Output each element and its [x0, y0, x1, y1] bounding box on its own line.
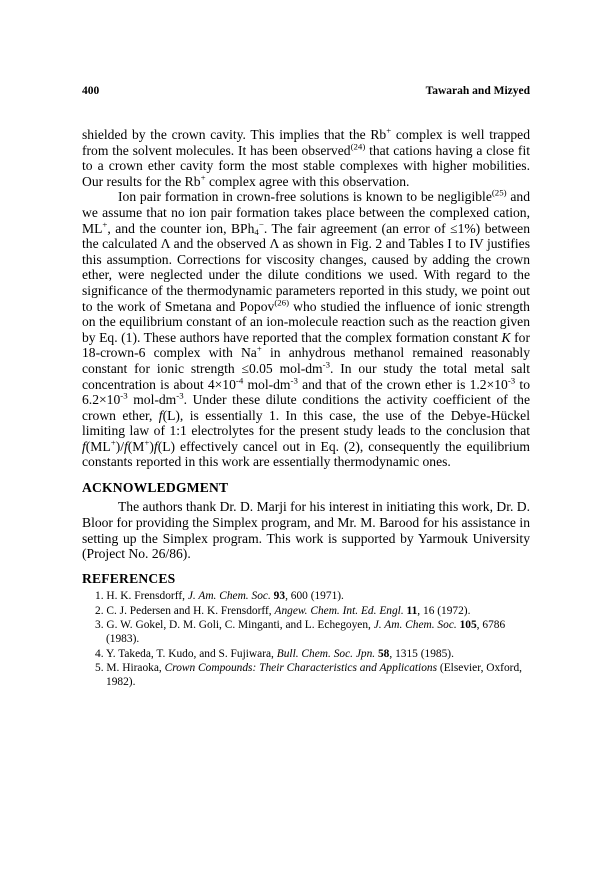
italic-symbol: f [153, 438, 158, 454]
text-run: complex is well trapped from the solvent molecules. It has been observed [82, 127, 531, 158]
text-run: . In our study the total metal salt concentration is about 4×10 [82, 360, 530, 392]
reference-number: 1. [95, 590, 107, 603]
text-run: mol-dm [127, 392, 177, 408]
acknowledgment-heading: ACKNOWLEDGMENT [82, 480, 229, 496]
reference-details: , 16 (1972). [417, 604, 471, 617]
superscript: + [144, 437, 150, 448]
text-run: who studied the influence of ionic strength on the equilibrium constant of an ion-molecule reaction such as the reaction given by Eq. (1). These authors have reported that the complex formation constant [82, 298, 530, 345]
superscript: + [102, 219, 108, 230]
text-run: and we assume that no ion pair formation takes place between the complexed cation, ML [82, 189, 530, 236]
reference-item [82, 662, 530, 689]
italic-symbol: f [124, 438, 128, 454]
text-run: Ion pair formation in crown-free solutions is known to be negligible [118, 189, 492, 205]
text-run: . Under these dilute conditions the activity coefficient of the crown ether, [82, 392, 530, 423]
italic-symbol: f [82, 438, 86, 454]
paragraph-1 [82, 127, 530, 189]
reference-item [82, 590, 530, 604]
text-run: (L) effectively cancel out in Eq. (2), consequently the equilibrium constants reported in this work are essentially thermodynamic ones. [82, 438, 530, 470]
italic-symbol: K [501, 329, 511, 345]
reference-number: 2. [95, 604, 107, 617]
subscript: 4 [254, 226, 259, 237]
reference-volume: 11 [403, 604, 418, 617]
reference-list [82, 590, 530, 689]
reference-item [82, 605, 530, 619]
page [82, 84, 530, 690]
superscript: -3 [176, 390, 184, 401]
reference-item [82, 619, 530, 646]
superscript: -3 [290, 375, 298, 386]
running-title: Tawarah and Mizyed [425, 85, 530, 97]
body-text [82, 127, 530, 470]
text-run: , and the counter ion, BPh [107, 220, 255, 236]
text-run: in anhydrous methanol remained reasonably constant for ionic strength ≤0.05 mol-dm [82, 345, 530, 376]
citation-ref: (24) [350, 141, 366, 152]
page-number: 400 [82, 85, 100, 97]
superscript: -3 [120, 390, 128, 401]
reference-journal: Crown Compounds: Their Characteristics and Applications [164, 662, 438, 675]
reference-journal: Angew. Chem. Int. Ed. Engl. [274, 604, 404, 617]
citation-ref: (26) [274, 297, 290, 308]
citation-ref: (25) [491, 188, 507, 199]
reference-number: 4. [95, 647, 106, 660]
superscript: + [256, 344, 262, 355]
reference-details: , 1315 (1985). [389, 647, 454, 660]
superscript: + [110, 437, 116, 448]
text-run: (L), is essentially 1. In this case, the use of the Debye-Hückel limiting law of 1:1 electrolytes for the present study leads to the conclusion that [82, 407, 530, 439]
reference-number: 3. [95, 619, 107, 632]
text-run: mol-dm [243, 376, 291, 392]
reference-authors: M. Hiraoka, [106, 662, 165, 675]
reference-volume: 93 [270, 590, 286, 603]
text-run: . The fair agreement (an error of ≤1%) between the calculated Λ and the observed Λ as shown in Fig. 2 and Tables I to IV justifies this assumption. Corrections for viscosity changes, caused by adding the crown ether, were neglected under the dilute conditions we used. With regard to the significance of the thermodynamic parameters reported in this study, we point out to the work of Smetana and Popov [82, 220, 530, 314]
text-run: to 6.2×10 [82, 376, 530, 408]
reference-details: , 6786 (1983). [106, 619, 506, 646]
text-run: for 18-crown-6 complex with Na [82, 329, 531, 361]
text-run: )/ [115, 438, 124, 454]
reference-volume: 58 [375, 647, 390, 660]
text-run: and that of the crown ether is 1.2×10 [297, 376, 508, 392]
superscript: + [386, 125, 392, 136]
reference-number: 5. [95, 662, 107, 675]
references-heading: REFERENCES [82, 571, 176, 587]
reference-journal: J. Am. Chem. Soc. [187, 590, 271, 603]
reference-authors: H. K. Frensdorff, [106, 590, 188, 603]
reference-item [82, 648, 530, 662]
reference-volume: 105 [456, 619, 477, 632]
reference-details: , 600 (1971). [285, 590, 344, 603]
superscript: -3 [507, 375, 516, 386]
superscript: + [200, 172, 206, 183]
running-header [82, 84, 530, 98]
reference-authors: C. J. Pedersen and H. K. Frensdorff, [106, 604, 275, 617]
text-run: that cations having a close fit to a crown ether cavity form the most stable complexes with higher mobilities. Our results for the Rb [82, 142, 530, 189]
reference-details: (Elsevier, Oxford, 1982). [106, 662, 523, 688]
superscript: -4 [235, 375, 244, 386]
reference-journal: Bull. Chem. Soc. Jpn. [276, 647, 376, 660]
text-run: shielded by the crown cavity. This implies that the Rb [82, 127, 387, 142]
reference-authors: G. W. Gokel, D. M. Goli, C. Minganti, and L. Echegoyen, [106, 619, 374, 632]
superscript: − [258, 219, 264, 230]
italic-symbol: f [158, 407, 163, 423]
superscript: -3 [322, 359, 330, 370]
text-run: (ML [85, 438, 111, 454]
reference-authors: Y. Takeda, T. Kudo, and S. Fujiwara, [105, 647, 277, 660]
acknowledgment-text: The authors thank Dr. D. Marji for his interest in initiating this work, Dr. D. Bloor for providing the Simplex program, and Mr. M. Barood for his assistance in setting up the Simplex program. This work is supported by Yarmouk University (Project No. 26/86). [82, 499, 530, 562]
reference-journal: J. Am. Chem. Soc. [373, 619, 457, 632]
text-run: (M [127, 438, 145, 454]
text-run: ) [149, 438, 154, 454]
paragraph-2 [82, 189, 530, 470]
text-run: complex agree with this observation. [205, 173, 410, 189]
